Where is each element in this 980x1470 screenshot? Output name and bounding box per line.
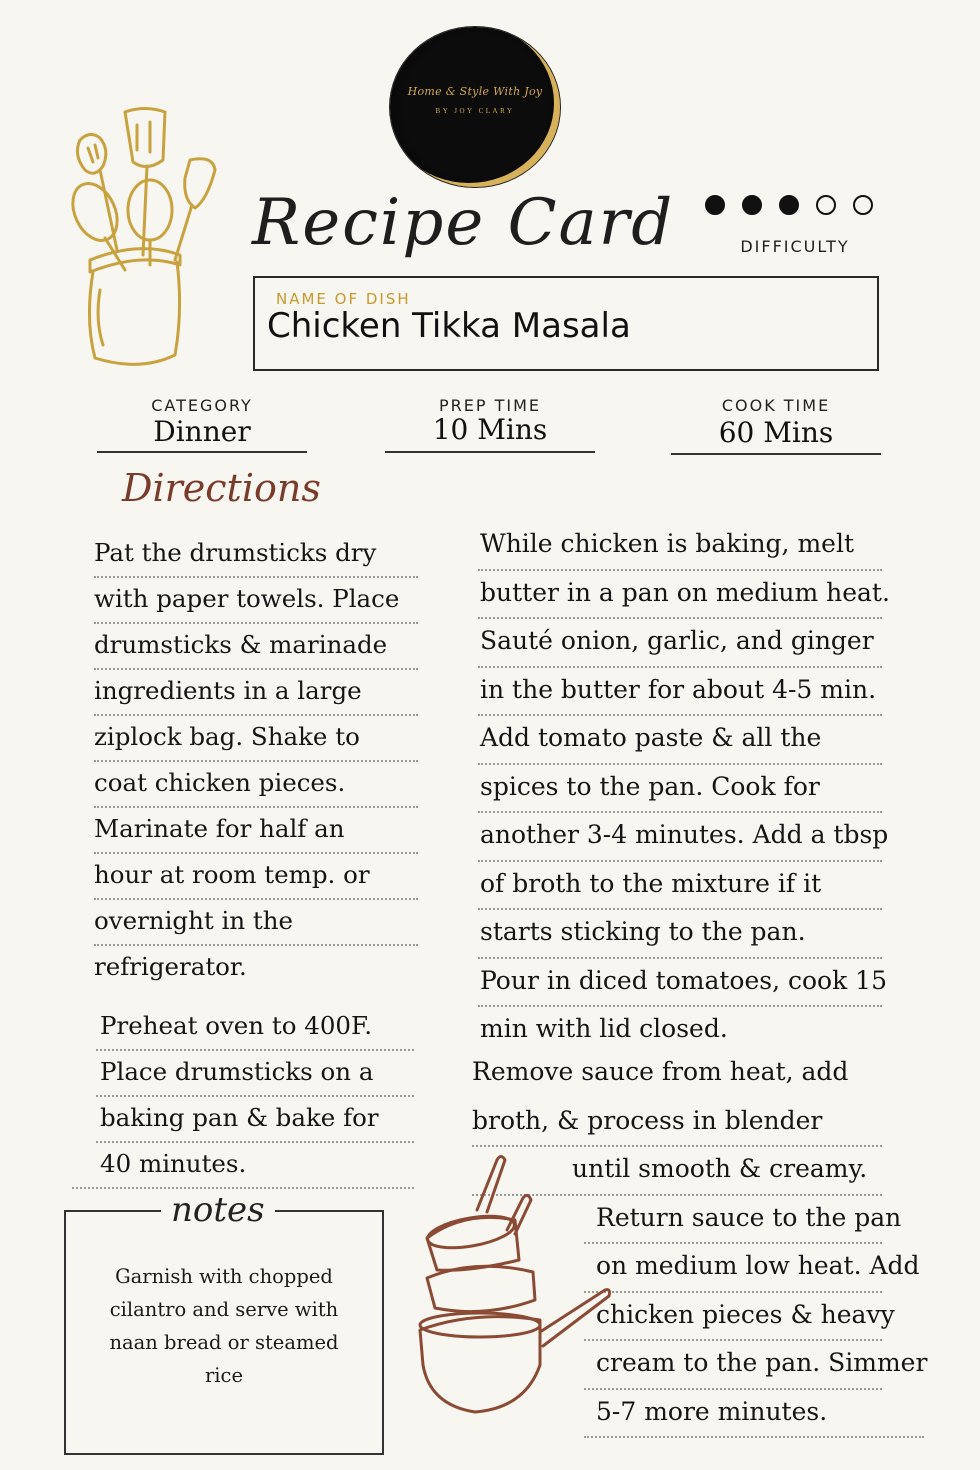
difficulty-dot [705,195,725,215]
directions-step-2 [96,1005,414,1189]
direction-line: broth, & process in blender [472,1099,882,1148]
direction-line: Remove sauce from heat, add [472,1057,849,1086]
direction-line: butter in a pan on medium heat. [478,571,882,620]
direction-line: Pour in diced tomatoes, cook 15 [478,959,882,1008]
direction-line: 40 minutes. [72,1143,414,1189]
difficulty-rating [705,195,885,265]
direction-line: chicken pieces & heavy [584,1293,882,1342]
direction-line: baking pan & bake for [96,1097,414,1143]
direction-line: drumsticks & marinade [94,624,418,670]
cook-time-label: COOK TIME [721,396,831,415]
difficulty-dot [816,195,836,215]
notes-heading: notes [161,1190,275,1230]
direction-line: Place drumsticks on a [96,1051,414,1097]
direction-line: coat chicken pieces. [94,762,418,808]
direction-line: starts sticking to the pan. [478,910,882,959]
direction-line: until smooth & creamy. [472,1147,882,1196]
direction-line: Preheat oven to 400F. [96,1005,414,1051]
brand-logo [390,27,560,187]
direction-line: hour at room temp. or [94,854,418,900]
difficulty-dot [779,195,799,215]
direction-line: cream to the pan. Simmer [584,1341,882,1390]
difficulty-dot [853,195,873,215]
direction-line: Sauté onion, garlic, and ginger [478,619,882,668]
category-label: CATEGORY [151,396,253,415]
page-title: Recipe Card [252,186,675,260]
direction-line: refrigerator. [94,952,247,981]
prep-time-label: PREP TIME [438,396,541,415]
direction-line: Add tomato paste & all the [478,716,882,765]
cook-time-value: 60 Mins [671,415,881,455]
notes-text: Garnish with chopped cilantro and serve with naan bread or steamed rice [109,1265,339,1387]
direction-line: in the butter for about 4-5 min. [478,668,882,717]
direction-line: Return sauce to the pan [584,1196,882,1245]
direction-line: of broth to the mixture if it [478,862,882,911]
directions-heading: Directions [122,466,321,510]
direction-line: on medium low heat. Add [584,1244,882,1293]
directions-step-3 [478,522,890,1056]
difficulty-label: DIFFICULTY [740,237,850,256]
direction-line: Marinate for half an [94,808,418,854]
category-value: Dinner [97,415,307,453]
utensils-jar-icon [55,100,225,380]
logo-title: Home & Style With Joy [407,85,543,98]
direction-line: 5-7 more minutes. [584,1390,924,1439]
directions-step-1 [94,532,418,992]
direction-line: ingredients in a large [94,670,418,716]
prep-time-value: 10 Mins [385,415,595,453]
direction-line: another 3-4 minutes. Add a tbsp [478,813,882,862]
logo-subtitle: BY JOY CLARY [435,107,515,115]
notes-box [64,1190,384,1455]
direction-line: Pat the drumsticks dry [94,532,418,578]
prep-time-field [385,396,595,453]
dish-name-box [253,276,879,371]
direction-line: ziplock bag. Shake to [94,716,418,762]
cooking-pots-icon [415,1150,615,1440]
direction-line: overnight in the [94,900,418,946]
difficulty-dot [742,195,762,215]
dish-label: NAME OF DISH [276,290,411,308]
direction-line: spices to the pan. Cook for [478,765,882,814]
direction-line: While chicken is baking, melt [478,522,882,571]
direction-line: with paper towels. Place [94,578,418,624]
category-field [97,396,307,453]
cook-time-field [671,396,881,455]
direction-line: min with lid closed. [480,1014,728,1043]
dish-name: Chicken Tikka Masala [267,306,631,346]
